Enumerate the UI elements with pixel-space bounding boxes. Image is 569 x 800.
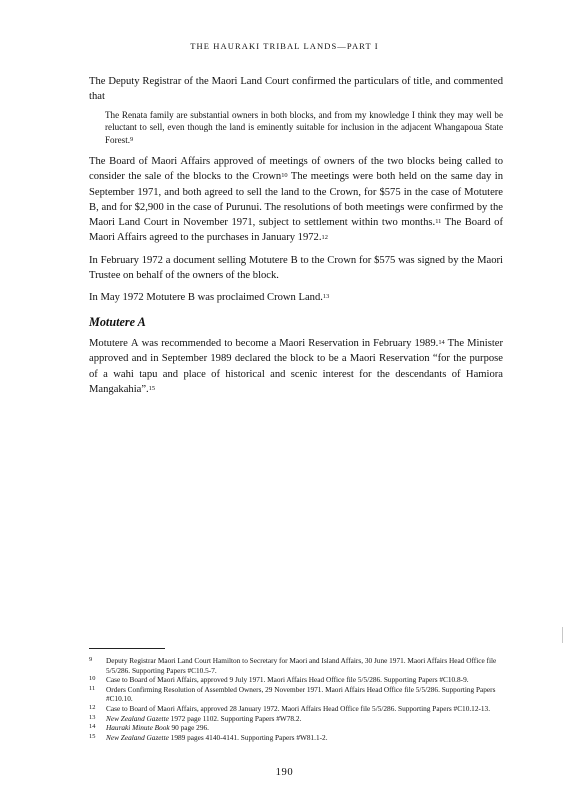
footnote-text: Case to Board of Maori Affairs, approved 28 January 1972. Maori Affairs Head Office file 5/5/286. Supporting Papers #C10.12-13.: [106, 703, 491, 713]
paragraph-5: [89, 336, 503, 397]
body-text: [89, 74, 503, 404]
block-letter: B: [290, 254, 298, 266]
block-letter: A: [130, 337, 139, 349]
scan-mark: [562, 627, 563, 643]
footnote-number: 15: [89, 732, 96, 740]
block-quote: [105, 109, 503, 147]
footnote-ref: 12: [321, 233, 328, 241]
footnote-ref: 14: [438, 339, 445, 347]
paragraph-2: [89, 154, 503, 246]
footnote: [89, 675, 503, 685]
footnote-text: Orders Confirming Resolution of Assembled Owners, 29 November 1971. Maori Affairs Head Office file 5/5/286. Supporting Papers #C10.10.: [106, 684, 496, 704]
paragraph-4: [89, 290, 503, 305]
footnote-divider: [89, 648, 165, 649]
footnote-number: 9: [89, 656, 93, 663]
paragraph-2-text-c: , and for $2,900 in the case of Purunui. The resolutions of both meetings were confirmed by the Maori Land Court in November 1971, subject to settlement within two months.: [89, 201, 503, 229]
running-head: THE HAURAKI TRIBAL LANDS—PART I: [190, 41, 379, 51]
paragraph-2-text-a: The Board of Maori Affairs approved of meetings of owners of the two blocks being called to consider the sale of the blocks to the Crown: [89, 155, 503, 183]
footnotes: [89, 656, 503, 742]
footnote-number: 10: [89, 675, 96, 683]
footnote-number: 11: [89, 684, 96, 692]
paragraph-2-text-b: The meetings were both held on the same day in September 1971, and both agreed to sell the land to the Crown, for $575 in the case of Motutere: [89, 171, 503, 198]
paragraph-2-text-d: The Board of Maori Affairs agreed to the purchases in January 1972.: [89, 217, 503, 244]
footnote-text: 1972 page 1102. Supporting Papers #W78.2.: [168, 713, 302, 723]
paragraph-5-text-b: was recommended to become a Maori Reservation in February 1989.: [138, 337, 439, 349]
footnote-ref: 15: [148, 384, 156, 392]
footnote-source-title: New Zealand Gazette: [106, 732, 169, 742]
quote-text: The Renata family are substantial owners in both blocks, and from my knowledge I think they may well be reluctant to sell, even though the land is eminently suitable for inclusion in the adjacent Whangapoua State Forest.: [105, 109, 503, 146]
block-letter: B: [89, 201, 97, 213]
footnote-source-title: New Zealand Gazette: [106, 713, 169, 723]
footnote-ref: 13: [322, 293, 330, 301]
block-letter: B: [187, 292, 195, 304]
footnote-number: 12: [89, 703, 96, 711]
paragraph-1: The Deputy Registrar of the Maori Land Court confirmed the particulars of title, and commented that: [89, 76, 503, 103]
footnote: [89, 723, 503, 733]
footnote-number: 14: [89, 723, 96, 731]
section-heading: Motutere A: [89, 314, 146, 329]
page-number: 190: [275, 767, 294, 778]
footnote-text: 90 page 296.: [169, 723, 209, 733]
footnote-source-title: Hauraki Minute Book: [106, 723, 170, 733]
footnote-number: 13: [89, 713, 96, 721]
footnote-text: 1989 pages 4140-4141. Supporting Papers #W81.1-2.: [168, 732, 328, 742]
footnote-text: Deputy Registrar Maori Land Court Hamilton to Secretary for Maori and Island Affairs, 30 June 1971. Maori Affairs Head Office file 5/5/286. Supporting Papers #C10.5-7.: [106, 656, 497, 675]
paragraph-5-text-a: Motutere: [89, 337, 131, 349]
footnote: [89, 733, 503, 743]
footnote-ref: 10: [281, 172, 288, 180]
paragraph-4-text-a: In May 1972 Motutere: [89, 292, 188, 304]
paragraph-4-text-b: was proclaimed Crown Land.: [194, 292, 323, 304]
footnote-ref: 11: [435, 218, 442, 226]
paragraph-3-text-a: In February 1972 a document selling Motutere: [89, 254, 291, 266]
footnote: [89, 656, 503, 675]
paragraph-3: [89, 253, 503, 284]
footnote: [89, 704, 503, 714]
footnote-ref: 9: [130, 136, 134, 144]
footnote: [89, 714, 503, 724]
paragraph-3-text-b: to the Crown for $575 was signed by the Maori Trustee on behalf of the owners of the block.: [89, 254, 503, 282]
footnote: [89, 685, 503, 704]
paragraph-5-text-c: The Minister approved and in September 1989 declared the block to be a Maori Reservation “for the purpose of a wahi tapu and place of historical and scenic interest for the descendants of Hamiora Mangakahia”.: [89, 337, 503, 395]
footnote-text: Case to Board of Maori Affairs, approved 9 July 1971. Maori Affairs Head Office file 5/5/286. Supporting Papers #C10.8-9.: [106, 675, 469, 685]
